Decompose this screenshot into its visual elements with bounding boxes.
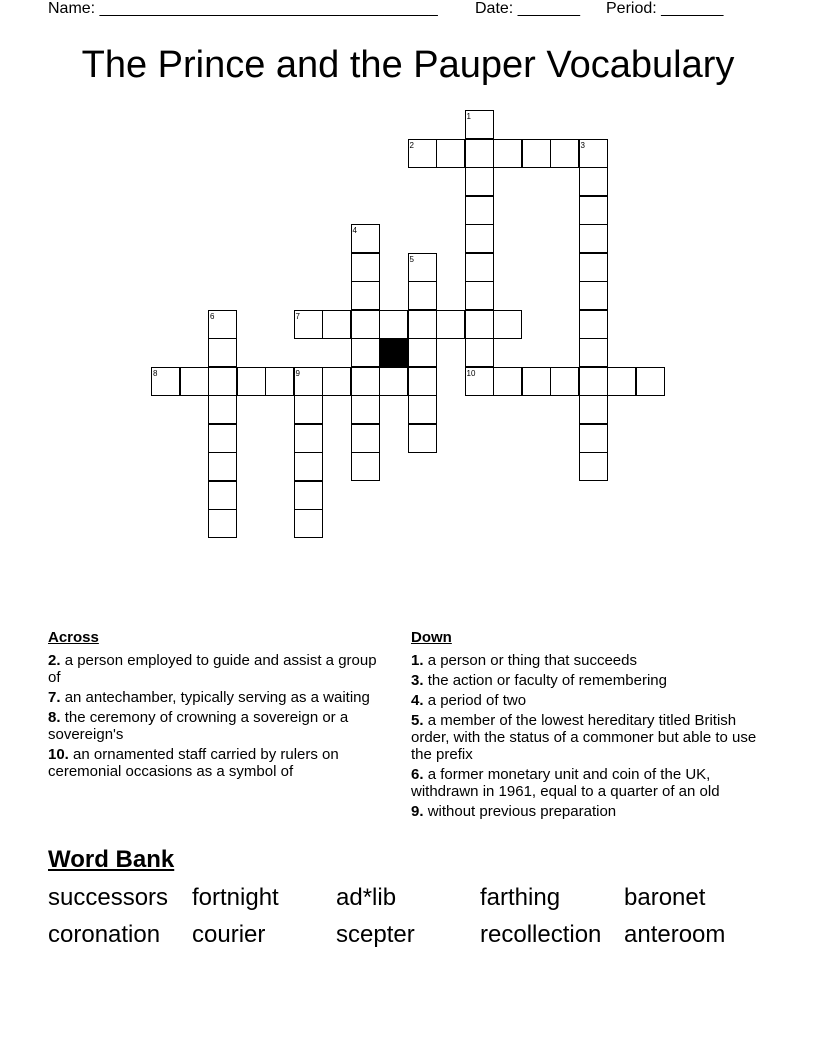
word-bank-word: baronet — [624, 884, 706, 911]
word-bank-word: coronation — [48, 921, 161, 948]
crossword-cell[interactable] — [351, 281, 380, 310]
clue-down-1: 1. a person or thing that succeeds — [411, 652, 637, 669]
crossword-cell[interactable] — [379, 310, 408, 339]
word-bank-word: courier — [192, 921, 266, 948]
cell-number: 5 — [409, 254, 414, 264]
crossword-cell[interactable] — [294, 424, 323, 453]
crossword-cell[interactable] — [493, 310, 522, 339]
crossword-cell[interactable] — [265, 367, 294, 396]
crossword-cell[interactable] — [208, 338, 237, 367]
crossword-cell[interactable] — [351, 338, 380, 367]
clue-across-7: 7. an antechamber, typically serving as a waiting — [48, 689, 370, 706]
across-heading: Across — [48, 629, 99, 646]
crossword-cell[interactable] — [351, 367, 380, 396]
crossword-cell[interactable] — [351, 424, 380, 453]
down-clues — [411, 629, 776, 823]
crossword-cell[interactable] — [208, 395, 237, 424]
cell-number: 4 — [352, 226, 357, 235]
crossword-cell[interactable] — [550, 139, 579, 168]
clue-across-8: 8. the ceremony of crowning a sovereign or a sovereign's — [48, 709, 349, 743]
crossword-cell[interactable] — [408, 338, 437, 367]
cell-number: 3 — [580, 140, 585, 150]
crossword-cell[interactable] — [208, 367, 237, 396]
crossword-cell[interactable] — [465, 196, 494, 225]
cell-number: 7 — [295, 311, 300, 321]
crossword-cell[interactable] — [465, 139, 494, 168]
crossword-cell[interactable] — [408, 395, 437, 424]
crossword-cell[interactable] — [636, 367, 665, 396]
cell-number: 1 — [466, 112, 471, 121]
clue-down-5: 5. a member of the lowest hereditary titled British order, with the status of a commoner but able to use the prefix — [411, 712, 757, 763]
crossword-cell[interactable] — [351, 395, 380, 424]
crossword-cell[interactable] — [579, 224, 608, 253]
crossword-cell[interactable] — [208, 509, 237, 538]
crossword-cell[interactable] — [408, 310, 437, 339]
cell-number: 2 — [409, 140, 414, 150]
down-heading: Down — [411, 629, 452, 646]
crossword-cell[interactable] — [465, 338, 494, 367]
clue-down-6: 6. a former monetary unit and coin of the UK, withdrawn in 1961, equal to a quarter of an old — [411, 766, 720, 800]
word-bank-word: scepter — [336, 921, 415, 948]
clue-down-9: 9. without previous preparation — [411, 803, 617, 820]
crossword-cell[interactable] — [351, 310, 380, 339]
crossword-cell[interactable] — [465, 167, 494, 196]
page-title: The Prince and the Pauper Vocabulary — [81, 44, 735, 86]
crossword-cell[interactable] — [351, 253, 380, 282]
clue-across-10: 10. an ornamented staff carried by rulers on ceremonial occasions as a symbol of — [48, 746, 339, 780]
crossword-cell[interactable] — [493, 139, 522, 168]
cell-number: 8 — [153, 368, 158, 378]
crossword-cell[interactable] — [322, 310, 351, 339]
crossword-cell[interactable] — [379, 367, 408, 396]
crossword-cell[interactable] — [579, 395, 608, 424]
crossword-cell[interactable] — [465, 310, 494, 339]
crossword-cell[interactable] — [579, 367, 608, 396]
cell-number: 9 — [295, 368, 300, 378]
crossword-cell[interactable] — [294, 509, 323, 538]
crossword-cell[interactable] — [180, 367, 209, 396]
crossword-cell[interactable] — [208, 481, 237, 510]
crossword-cell[interactable] — [579, 424, 608, 453]
word-bank-word: farthing — [480, 884, 561, 911]
word-bank-title: Word Bank — [48, 846, 175, 873]
crossword-cell[interactable] — [579, 310, 608, 339]
crossword-cell[interactable] — [294, 395, 323, 424]
crossword-cell[interactable] — [208, 424, 237, 453]
crossword-cell[interactable] — [408, 424, 437, 453]
crossword-cell[interactable] — [579, 452, 608, 481]
word-bank-word: recollection — [480, 921, 602, 948]
crossword-cell[interactable] — [436, 139, 465, 168]
name-field-label: Name: ______________________________________ — [48, 0, 438, 17]
across-clues — [48, 629, 388, 783]
word-bank-word: successors — [48, 884, 169, 911]
crossword-cell[interactable] — [465, 224, 494, 253]
crossword-cell[interactable] — [465, 253, 494, 282]
crossword-cell[interactable] — [208, 452, 237, 481]
cell-number: 10 — [466, 368, 476, 378]
crossword-cell[interactable] — [579, 253, 608, 282]
crossword-cell[interactable] — [579, 281, 608, 310]
clue-down-4: 4. a period of two — [411, 692, 527, 709]
clue-down-3: 3. the action or faculty of remembering — [411, 672, 667, 689]
word-bank-word: ad*lib — [336, 884, 397, 911]
crossword-cell[interactable] — [237, 367, 266, 396]
period-field-label: Period: _______ — [606, 0, 724, 17]
crossword-cell[interactable] — [436, 310, 465, 339]
crossword-cell[interactable] — [522, 367, 551, 396]
crossword-cell[interactable] — [322, 367, 351, 396]
crossword-cell[interactable] — [607, 367, 636, 396]
crossword-cell[interactable] — [351, 452, 380, 481]
crossword-cell[interactable] — [408, 281, 437, 310]
crossword-cell[interactable] — [294, 481, 323, 510]
word-bank-word: fortnight — [192, 884, 279, 911]
crossword-cell[interactable] — [579, 167, 608, 196]
crossword-cell[interactable] — [294, 452, 323, 481]
word-bank-word: anteroom — [624, 921, 726, 948]
crossword-cell[interactable] — [408, 367, 437, 396]
crossword-cell[interactable] — [493, 367, 522, 396]
date-field-label: Date: _______ — [475, 0, 580, 17]
clue-across-2: 2. a person employed to guide and assist a group of — [48, 652, 377, 686]
crossword-cell[interactable] — [579, 338, 608, 367]
cell-number: 6 — [210, 311, 215, 321]
crossword-cell[interactable] — [522, 139, 551, 168]
crossword-cell[interactable] — [579, 196, 608, 225]
crossword-cell[interactable] — [550, 367, 579, 396]
crossword-black-cell — [379, 338, 408, 367]
crossword-cell[interactable] — [465, 281, 494, 310]
